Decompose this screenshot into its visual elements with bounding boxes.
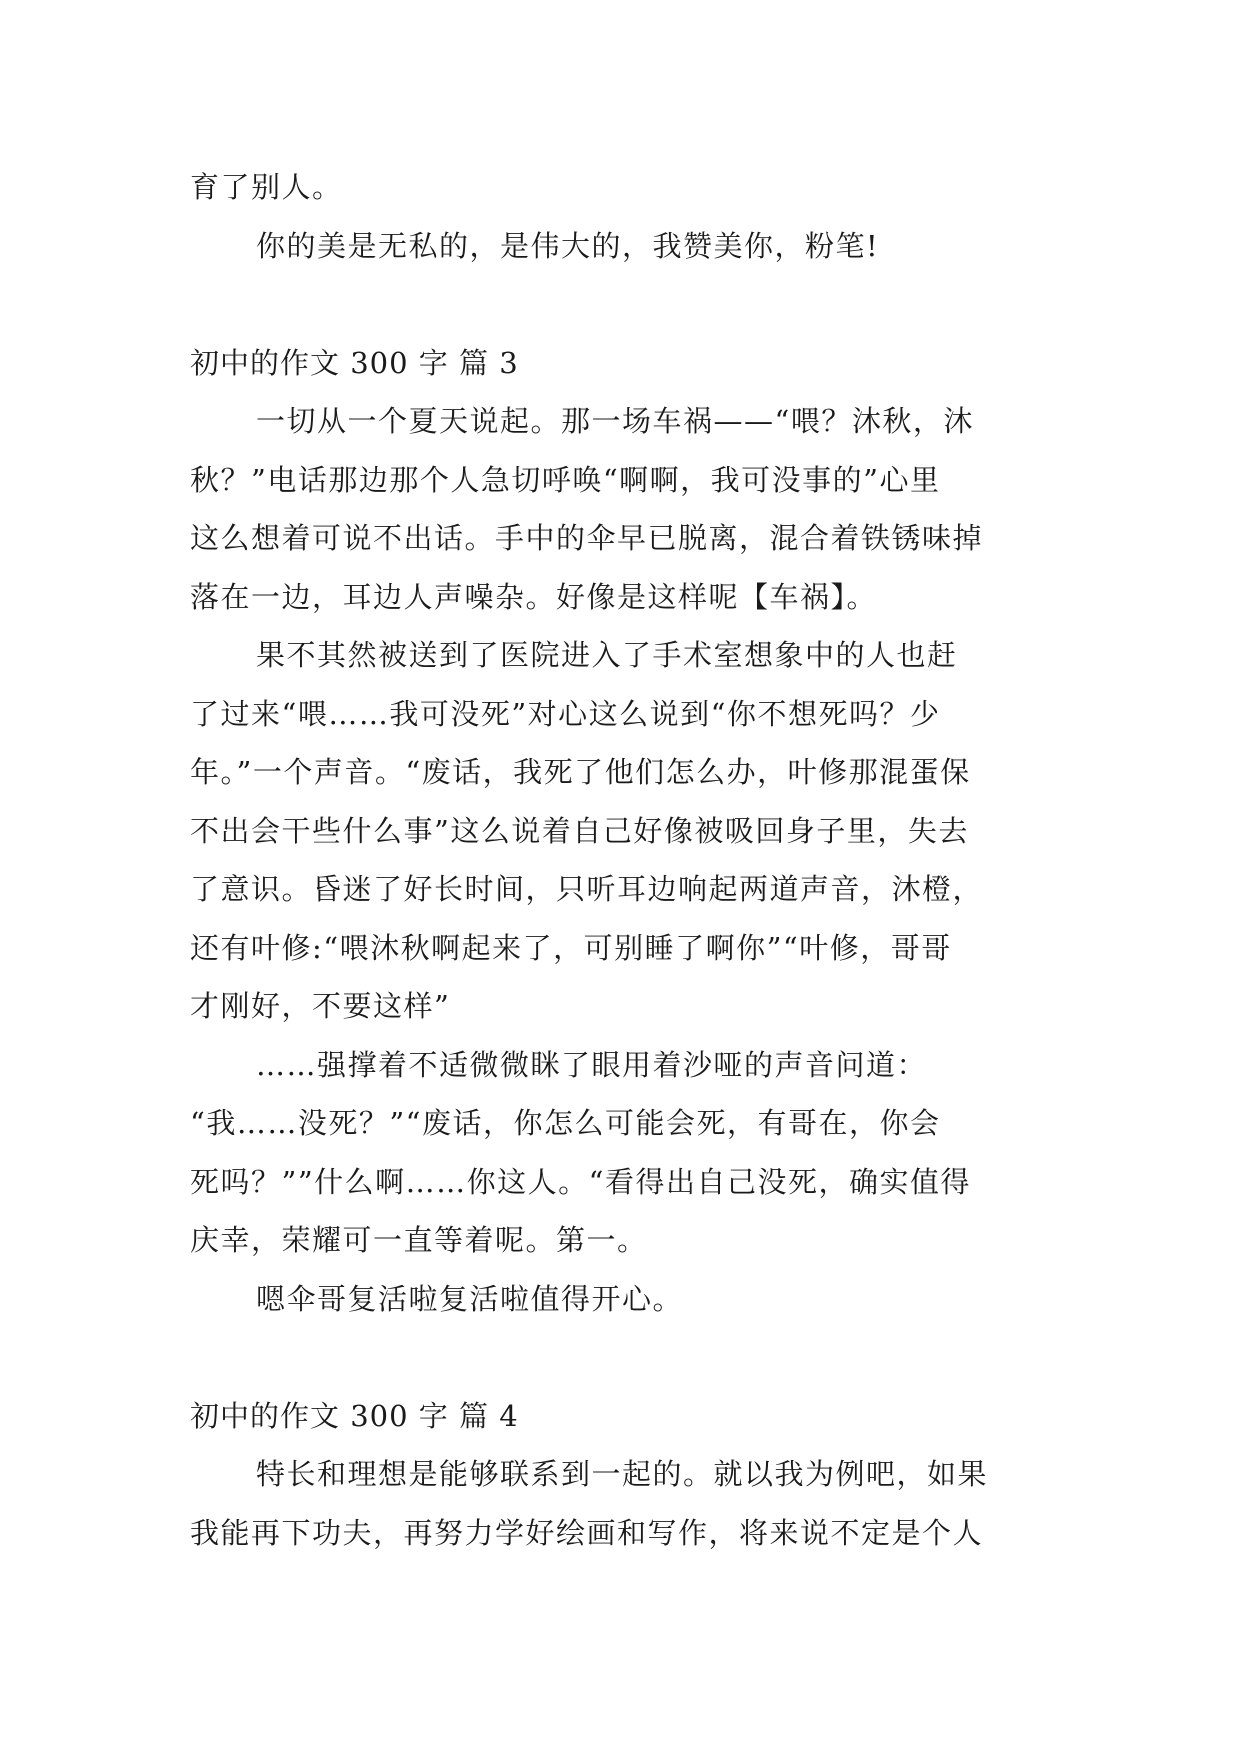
paragraph-line: 一切从一个夏天说起。那一场车祸——“喂？沐秋，沐 <box>256 404 974 438</box>
section-heading: 初中的作文 300 字 篇 4 <box>190 1398 519 1433</box>
paragraph-line: 我能再下功夫，再努力学好绘画和写作，将来说不定是个人 <box>190 1515 984 1550</box>
paragraph-line: 特长和理想是能够联系到一起的。就以我为例吧，如果 <box>256 1457 989 1491</box>
paragraph-line: 死吗？””什么啊……你这人。“看得出自己没死，确实值得 <box>190 1164 971 1199</box>
paragraph-line: “我……没死？”“废话，你怎么可能会死，有哥在，你会 <box>190 1106 941 1140</box>
paragraph-line: 了过来“喂……我可没死”对心这么说到“你不想死吗？少 <box>190 696 941 731</box>
section-spacer <box>190 275 1048 334</box>
paragraph-line: ……强撑着不适微微眯了眼用着沙哑的声音问道： <box>256 1047 928 1082</box>
paragraph-line: 果不其然被送到了医院进入了手术室想象中的人也赶 <box>256 638 958 672</box>
section-heading: 初中的作文 300 字 篇 3 <box>190 345 519 380</box>
paragraph-line: 你的美是无私的，是伟大的，我赞美你，粉笔! <box>256 228 880 263</box>
paragraph-line: 育了别人。 <box>190 170 343 204</box>
paragraph-line: 了意识。昏迷了好长时间，只听耳边响起两道声音，沐橙， <box>190 872 984 906</box>
paragraph-line: 秋？”电话那边那个人急切呼唤“啊啊，我可没事的”心里 <box>190 462 941 497</box>
paragraph-line: 不出会干些什么事”这么说着自己好像被吸回身子里，失去 <box>190 813 969 848</box>
paragraph-line: 才刚好，不要这样” <box>190 989 451 1023</box>
paragraph-line: 庆幸，荣耀可一直等着呢。第一。 <box>190 1223 648 1257</box>
text-column <box>190 158 1048 1562</box>
paragraph-line: 落在一边，耳边人声噪杂。好像是这样呢【车祸】。 <box>190 579 878 614</box>
paragraph-line: 嗯伞哥复活啦复活啦值得开心。 <box>256 1281 684 1316</box>
section-spacer <box>190 1328 1048 1387</box>
paragraph-line: 这么想着可说不出话。手中的伞早已脱离，混合着铁锈味掉 <box>190 521 984 555</box>
paragraph-line: 还有叶修:“喂沐秋啊起来了，可别睡了啊你”“叶修，哥哥 <box>190 930 952 965</box>
paragraph-line: 年。”一个声音。“废话，我死了他们怎么办，叶修那混蛋保 <box>190 755 971 789</box>
